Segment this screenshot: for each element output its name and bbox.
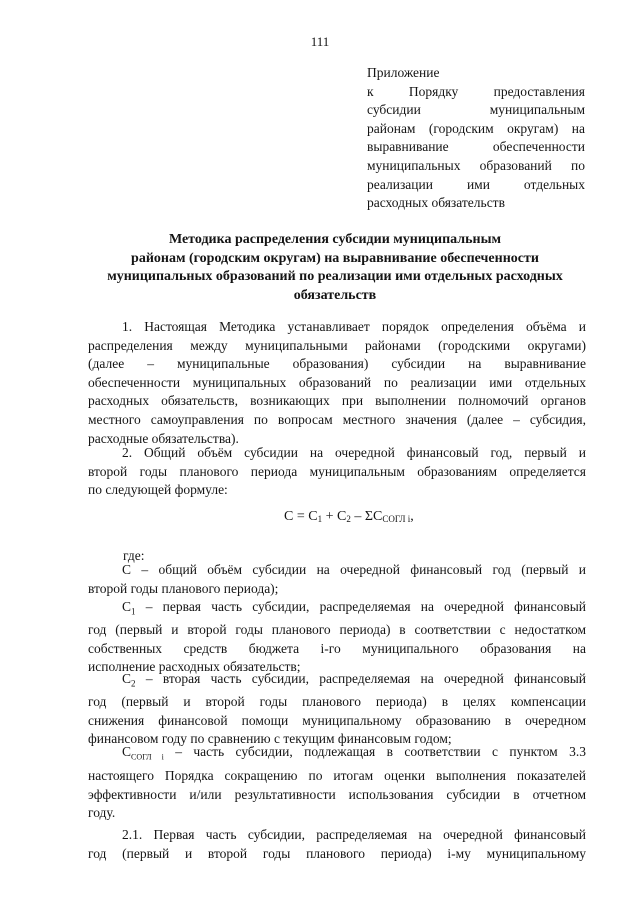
appendix-line: к Порядку предоставления [367,83,585,99]
symbol: С [122,671,132,686]
paragraph-line: собственных средств бюджета i-го муниципального образования на [88,640,586,656]
paragraph-line: (далее – муниципальные образования) субсидии на выравнивание [88,356,586,372]
document-title [70,231,600,305]
paragraph-line: по следующей формуле: [88,482,228,498]
definition-c1 [88,598,586,677]
paragraph-line [88,743,586,767]
definition-c2 [88,670,586,749]
symbol: С [122,744,132,759]
line-text: – часть субсидии, подлежащая в соответствии с пунктом 3.3 [163,744,586,759]
paragraph-line: распределения между муниципальными районами (городскими округами) [88,337,586,353]
appendix-line: районам (городским округам) на [367,120,585,136]
paragraph-line: настоящего Порядка сокращению по итогам оценки выполнения показателей [88,768,586,784]
paragraph-line: год (первый и второй годы планового периода) i-му муниципальному [88,845,586,861]
paragraph-line: расходные обязательства). [88,430,239,446]
paragraph-line: второй годы планового периода муниципальным образованиям определяется [88,463,586,479]
paragraph-line: 2. Общий объём субсидии на очередной финансовый год, первый и [122,445,586,460]
formula-subscript: 1 [317,514,323,524]
symbol-subscript: СОГЛ i [131,752,164,762]
formula-part: , [410,509,414,524]
symbol: С [122,599,132,614]
formula-part: + С [322,509,347,524]
definition-c [88,561,586,598]
formula-part: С = С [284,509,318,524]
symbol-subscript: 2 [131,678,136,689]
paragraph-line: исполнение расходных обязательств; [88,659,301,675]
paragraph-1 [88,318,586,448]
page-number: 111 [310,34,330,49]
paragraph-2 [88,444,586,500]
paragraph-line: 2.1. Первая часть субсидии, распределяемая на очередной финансовый [122,827,586,842]
paragraph-line: году. [88,805,116,821]
appendix-line: муниципальных образований по [367,157,585,173]
definition-csogl [88,743,586,823]
paragraph-line: С – общий объём субсидии на очередной финансовый год (первый и [122,562,586,577]
paragraph-line: эффективности и/или результативности использования субсидии в отчетном [88,786,586,802]
appendix-block [367,64,585,213]
title-line: Методика распределения субсидии муниципальным [168,232,502,247]
appendix-line: выравнивание обеспеченности [367,139,585,155]
appendix-line: Приложение [367,65,440,80]
paragraph-line [88,670,586,693]
line-text: – вторая часть субсидии, распределяемая на очередной финансовый [135,671,586,686]
title-line: районам (городским округам) на выравнивание обеспеченности [131,250,539,266]
paragraph-line: финансовом году по сравнению с текущим финансовым годом; [88,731,452,747]
title-line: обязательств [293,287,377,303]
formula-subscript: СОГЛ i [382,514,411,524]
formula [284,509,414,525]
symbol-subscript: 1 [131,606,136,617]
paragraph-line: расходных обязательств, возникающих при выполнении полномочий органов [88,393,586,409]
line-text: – первая часть субсидии, распределяемая на очередной финансовый [135,599,586,614]
paragraph-line: обеспеченности муниципальных образований по реализации ими отдельных [88,374,586,390]
paragraph-line [88,598,586,621]
paragraph-line: год (первый и второй годы планового периода) в соответствии с недостатком [88,622,586,638]
appendix-line: реализации ими отдельных [367,176,585,192]
paragraph-line: снижения финансовой помощи муниципальному образованию в очередном [88,712,586,728]
paragraph-line: местного самоуправления по вопросам местного значения (далее – субсидия, [88,411,586,427]
appendix-line: субсидии муниципальным [367,102,585,118]
paragraph-line: год (первый и второй годы планового периода) в целях компенсации [88,694,586,710]
title-line: муниципальных образований по реализации ими отдельных расходных [107,269,563,285]
appendix-line: расходных обязательств [367,195,505,211]
where-label: где: [123,548,145,563]
paragraph-line: 1. Настоящая Методика устанавливает порядок определения объёма и [122,319,586,334]
formula-part: – ΣС [350,509,383,524]
formula-subscript: 2 [346,514,351,524]
paragraph-2-1 [88,826,586,863]
paragraph-line: второй годы планового периода); [88,580,279,596]
